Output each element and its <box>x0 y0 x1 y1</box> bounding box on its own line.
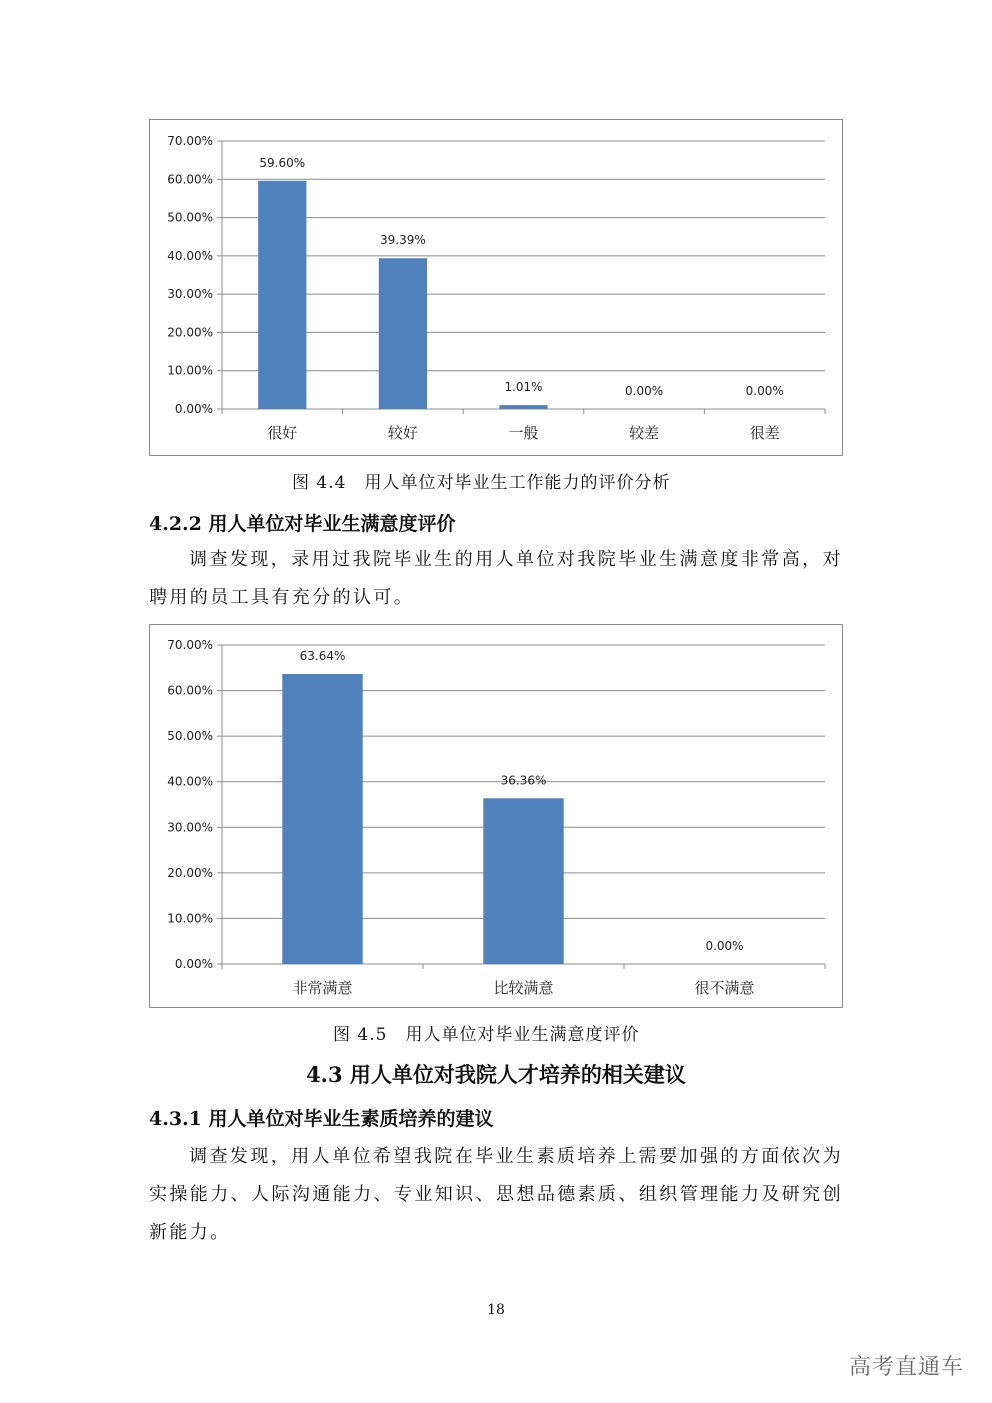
section-heading-4-3-1: 4.3.1 用人单位对毕业生素质培养的建议 <box>149 1108 494 1130</box>
bar <box>258 181 306 409</box>
data-label: 36.36% <box>500 773 547 788</box>
figure-caption-4-4: 图 4.4 用人单位对毕业生工作能力的评价分析 <box>292 473 671 493</box>
section-heading-4-2-2: 4.2.2 用人单位对毕业生满意度评价 <box>149 513 456 535</box>
bar <box>483 798 563 964</box>
x-category-label: 非常满意 <box>292 979 353 997</box>
y-tick-label: 0.00% <box>174 957 213 971</box>
y-tick-label: 30.00% <box>167 820 213 835</box>
x-category-label: 较好 <box>387 424 418 442</box>
y-tick-label: 70.00% <box>167 638 213 652</box>
y-tick-label: 40.00% <box>167 248 213 263</box>
paragraph-4-2-2 <box>149 541 843 617</box>
y-tick-label: 20.00% <box>167 325 213 340</box>
data-label: 0.00% <box>625 384 664 398</box>
y-tick-label: 10.00% <box>167 363 213 378</box>
y-tick-label: 70.00% <box>167 134 213 148</box>
x-category-label: 较差 <box>629 424 660 442</box>
paragraph-4-3-1 <box>149 1138 843 1252</box>
bar <box>282 674 362 964</box>
y-tick-label: 20.00% <box>167 865 213 880</box>
x-category-label: 很好 <box>267 424 298 442</box>
y-tick-label: 50.00% <box>167 729 213 744</box>
bar <box>499 405 547 409</box>
data-label: 0.00% <box>745 384 784 398</box>
x-category-label: 一般 <box>508 424 539 442</box>
y-tick-label: 30.00% <box>167 287 213 302</box>
data-label: 0.00% <box>705 939 744 953</box>
y-tick-label: 50.00% <box>167 210 213 225</box>
data-label: 39.39% <box>380 233 426 248</box>
data-label: 1.01% <box>504 380 543 395</box>
paragraph-4-2-2-text: 调查发现，录用过我院毕业生的用人单位对我院毕业生满意度非常高，对聘用的员工具有充分的认可。 <box>149 549 843 608</box>
x-category-label: 比较满意 <box>493 979 554 997</box>
paragraph-4-3-1-text: 调查发现，用人单位希望我院在毕业生素质培养上需要加强的方面依次为实操能力、人际沟通能力、专业知识、思想品德素质、组织管理能力及研究创新能力。 <box>149 1146 843 1243</box>
chart-satisfaction-svg <box>150 625 842 1007</box>
x-category-label: 很不满意 <box>694 979 755 997</box>
chart-work-ability <box>149 119 843 456</box>
figure-caption-4-5: 图 4.5 用人单位对毕业生满意度评价 <box>333 1025 640 1045</box>
page-number: 18 <box>487 1302 505 1318</box>
y-tick-label: 60.00% <box>167 683 213 698</box>
x-category-label: 很差 <box>749 424 780 442</box>
y-tick-label: 0.00% <box>174 402 213 416</box>
y-tick-label: 40.00% <box>167 774 213 789</box>
chart-satisfaction <box>149 624 843 1008</box>
data-label: 63.64% <box>299 648 346 663</box>
data-label: 59.60% <box>259 155 306 170</box>
bar <box>379 258 427 409</box>
chart-work-ability-svg <box>150 120 842 455</box>
watermark: 高考直通车 <box>848 1355 964 1380</box>
section-heading-4-3: 4.3 用人单位对我院人才培养的相关建议 <box>306 1062 686 1087</box>
y-tick-label: 10.00% <box>167 911 213 926</box>
y-tick-label: 60.00% <box>167 172 213 187</box>
